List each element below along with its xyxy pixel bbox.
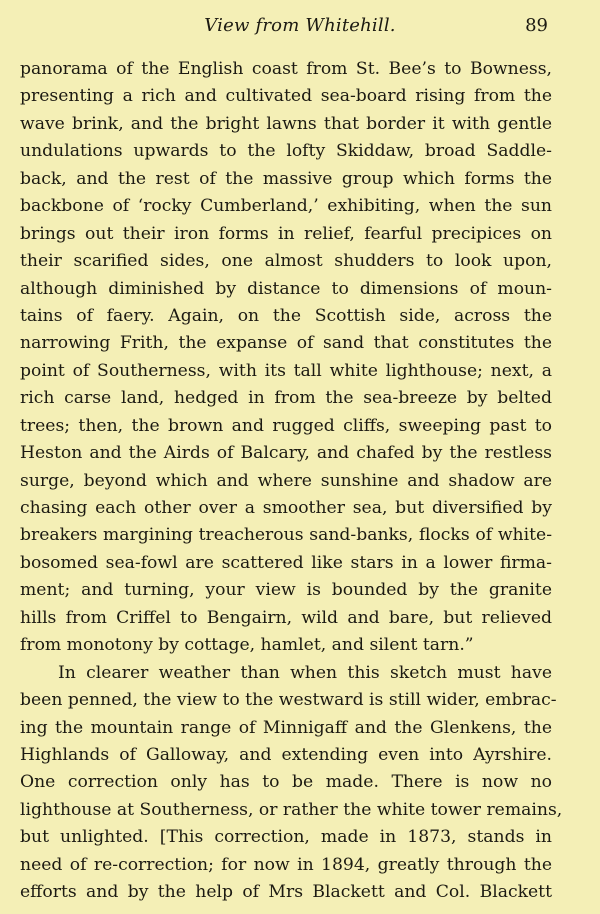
text-line: their scarified sides, one almost shudders to look upon,: [20, 251, 552, 272]
text-line: Highlands of Galloway, and extending even into Ayrshire.: [20, 744, 552, 765]
text-line: bosomed sea-fowl are scattered like stars in a lower firma-: [20, 552, 552, 573]
text-line: ment; and turning, your view is bounded by the granite: [20, 580, 552, 601]
text-line: been penned, the view to the westward is still wider, embrac-: [20, 690, 557, 711]
text-line: undulations upwards to the lofty Skiddaw, broad Saddle-: [20, 141, 552, 162]
running-title: View from Whitehill.: [204, 15, 396, 36]
text-line: lighthouse at Southerness, or rather the white tower remains,: [20, 799, 563, 820]
paragraph-end-line: from monotony by cottage, hamlet, and silent tarn.”: [20, 635, 474, 656]
text-line: rich carse land, hedged in from the sea-breeze by belted: [20, 388, 552, 409]
page-number: 89: [525, 15, 548, 36]
text-line: One correction only has to be made. There is now no: [20, 772, 552, 793]
text-line: back, and the rest of the massive group which forms the: [20, 168, 552, 189]
text-line: surge, beyond which and where sunshine and shadow are: [20, 470, 552, 491]
text-line: chasing each other over a smoother sea, but diversified by: [20, 498, 552, 518]
text-line: although diminished by distance to dimensions of moun-: [20, 278, 552, 299]
text-line: efforts and by the help of Mrs Blackett and Col. Blackett: [20, 882, 552, 903]
text-line: wave brink, and the bright lawns that border it with gentle: [20, 113, 552, 134]
text-line: point of Southerness, with its tall white lighthouse; next, a: [20, 360, 552, 381]
text-line: backbone of ‘rocky Cumberland,’ exhibiting, when the sun: [20, 196, 552, 217]
text-line: hills from Criffel to Bengairn, wild and bare, but relieved: [20, 607, 552, 628]
text-line: panorama of the English coast from St. Bee’s to Bowness,: [20, 59, 552, 79]
paragraph-start-line: In clearer weather than when this sketch must have: [58, 662, 552, 683]
text-line: narrowing Frith, the expanse of sand that constitutes the: [20, 333, 552, 354]
page-header: [0, 13, 600, 41]
text-line: Heston and the Airds of Balcary, and chafed by the restless: [20, 443, 552, 464]
text-line: need of re-correction; for now in 1894, greatly through the: [20, 854, 552, 875]
text-line: brings out their iron forms in relief, fearful precipices on: [20, 223, 552, 244]
text-line: tains of faery. Again, on the Scottish side, across the: [20, 305, 552, 326]
text-line: but unlighted. [This correction, made in 1873, stands in: [20, 827, 552, 848]
body-text: [20, 56, 563, 907]
text-line: trees; then, the brown and rugged cliffs, sweeping past to: [20, 415, 552, 436]
text-line: ing the mountain range of Minnigaff and the Glenkens, the: [20, 717, 552, 738]
text-line: breakers margining treacherous sand-banks, flocks of white-: [20, 525, 552, 546]
text-line: presenting a rich and cultivated sea-board rising from the: [20, 86, 552, 107]
